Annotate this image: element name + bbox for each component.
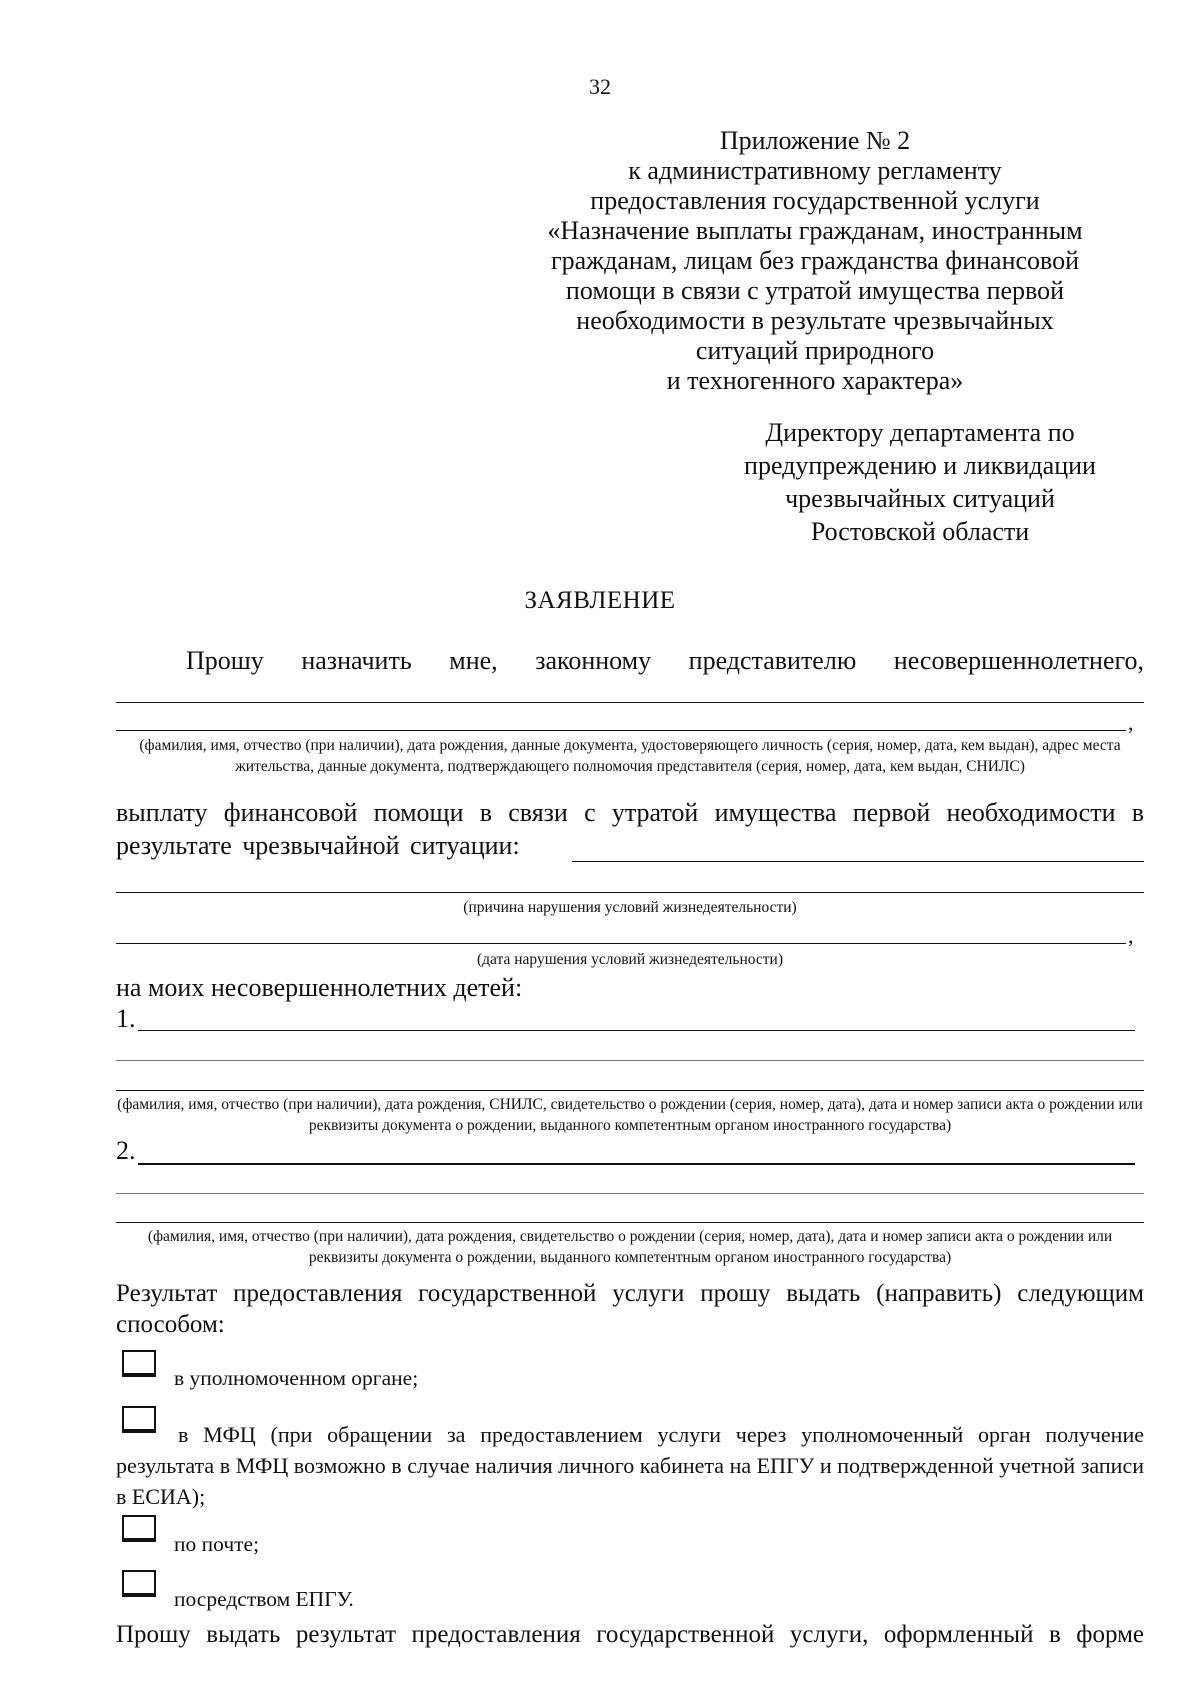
child2-fill-line[interactable] <box>138 1163 1135 1165</box>
child2-caption: (фамилия, имя, отчество (при наличии), дата рождения, свидетельство о рождении (серия, номер, дата), дата и номер записи акта о рождении или реквизиты документа о рождении, выданного компетентным органом иностранного государства) <box>147 1228 1113 1266</box>
option-checkbox-epgu[interactable] <box>122 1570 156 1597</box>
appendix-line: необходимости в результате чрезвычайных <box>576 306 1054 335</box>
reason-fill-line[interactable] <box>572 861 1144 862</box>
applicant-fill-line[interactable] <box>116 730 1126 731</box>
date-fill-line[interactable] <box>116 943 1126 944</box>
reason-caption: (причина нарушения условий жизнедеятельности) <box>463 899 797 916</box>
option-label-mfc: в МФЦ (при обращении за предоставлением услуги через уполномоченный орган получение результата в МФЦ возможно в случае наличия личного кабинета на ЕПГУ и подтвержденной учетной записи в ЕСИА); <box>116 1422 1144 1509</box>
option-checkbox-mail[interactable] <box>122 1515 156 1542</box>
child1-fill-line[interactable] <box>116 1060 1144 1061</box>
comma: , <box>1128 710 1134 735</box>
appendix-header <box>500 126 1130 396</box>
child1-fill-line[interactable] <box>138 1030 1135 1031</box>
addressee-block <box>700 416 1140 548</box>
option-checkbox-authority[interactable] <box>122 1350 156 1377</box>
appendix-line: «Назначение выплаты гражданам, иностранным <box>547 216 1083 245</box>
addressee-line: предупреждению и ликвидации <box>744 451 1096 480</box>
reason-fill-line[interactable] <box>116 892 1144 893</box>
child2-fill-line[interactable] <box>116 1193 1144 1194</box>
applicant-fill-line[interactable] <box>116 702 1144 703</box>
child2-number: 2. <box>116 1136 136 1165</box>
child1-caption: (фамилия, имя, отчество (при наличии), дата рождения, СНИЛС, свидетельство о рождении (серия, номер, дата), дата и номер записи акта о рождении или реквизиты документа о рождении, выданного компетентным органом иностранного государства) <box>117 1096 1143 1134</box>
appendix-line: помощи в связи с утратой имущества первой <box>565 276 1065 305</box>
payment-text-line2: результате чрезвычайной ситуации: <box>116 831 520 860</box>
appendix-line: и техногенного характера» <box>666 366 964 395</box>
comma: , <box>1128 923 1134 948</box>
addressee-line: чрезвычайных ситуаций <box>785 484 1055 513</box>
date-caption: (дата нарушения условий жизнедеятельности) <box>476 951 783 968</box>
child1-number: 1. <box>116 1004 136 1033</box>
children-heading: на моих несовершеннолетних детей: <box>116 973 523 1002</box>
appendix-line: Приложение № 2 <box>719 126 911 155</box>
child2-fill-line[interactable] <box>116 1222 1144 1223</box>
child1-fill-line[interactable] <box>116 1090 1144 1091</box>
appendix-line: ситуаций природного <box>695 336 935 365</box>
option-label-epgu: посредством ЕПГУ. <box>174 1587 354 1611</box>
appendix-line: к административному регламенту <box>628 156 1002 185</box>
applicant-caption: (фамилия, имя, отчество (при наличии), дата рождения, данные документа, удостоверяющего личность (серия, номер, дата, кем выдан), адрес места жительства, данные документа, подтверждающего полномочия представителя (серия, номер, дата, кем выдан, СНИЛС) <box>139 737 1121 775</box>
document-title: ЗАЯВЛЕНИЕ <box>524 587 676 614</box>
appendix-line: гражданам, лицам без гражданства финансовой <box>550 246 1080 275</box>
result-text: Результат предоставления государственной услуги прошу выдать (направить) следующим способом: <box>116 1280 1144 1338</box>
request-intro: Прошу назначить мне, законному представителю несовершеннолетнего, <box>186 646 1144 675</box>
addressee-line: Ростовской области <box>810 517 1030 546</box>
option-label-mail: по почте; <box>174 1532 260 1556</box>
appendix-line: предоставления государственной услуги <box>590 186 1040 215</box>
page-number: 32 <box>589 74 611 99</box>
option-label-authority: в уполномоченном органе; <box>174 1366 419 1390</box>
addressee-line: Директору департамента по <box>765 418 1075 447</box>
payment-text-line1: выплату финансовой помощи в связи с утратой имущества первой необходимости в <box>116 798 1144 827</box>
final-line: Прошу выдать результат предоставления государственной услуги, оформленный в форме <box>116 1621 1144 1648</box>
